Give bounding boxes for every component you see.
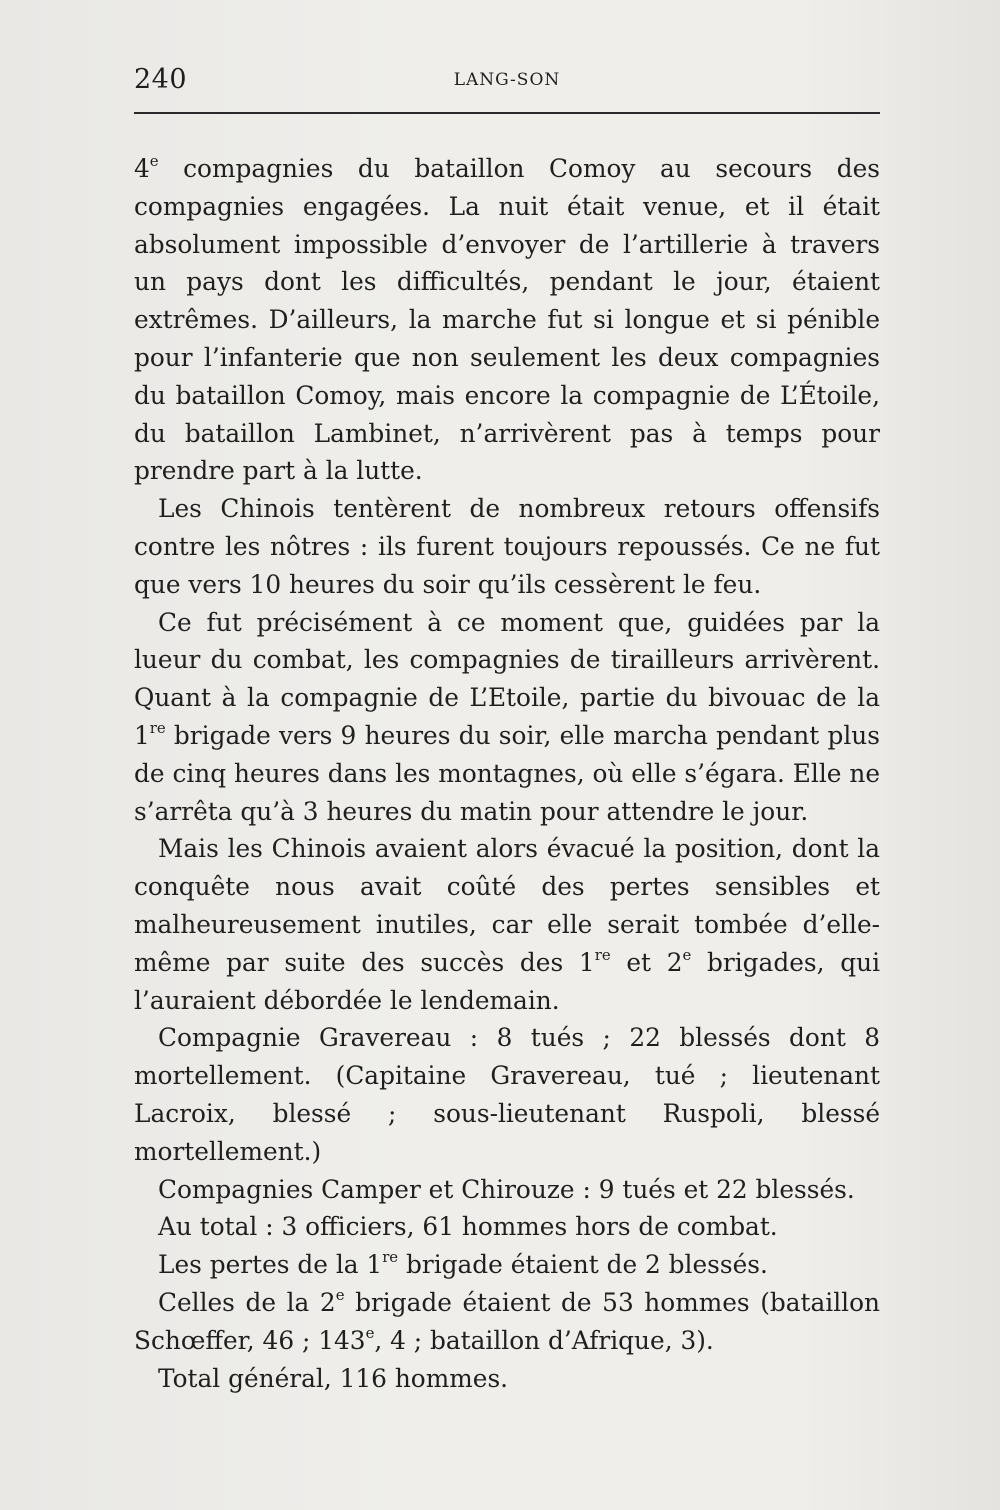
ordinal-superscript: e — [149, 152, 159, 171]
paragraph-9: Celles de la 2e brigade étaient de 53 hommes (bataillon Schœffer, 46 ; 143e, 4 ; bataillon d’Afrique, 3). — [134, 1286, 880, 1355]
ordinal-superscript: e — [335, 1286, 345, 1305]
paragraph-5: Compagnie Gravereau : 8 tués ; 22 blessés dont 8 mortellement. (Capitaine Gravereau, tué ; lieutenant Lacroix, blessé ; sous-lieutenant Ruspoli, blessé mortellement.) — [134, 1023, 880, 1166]
ordinal-superscript: e — [365, 1323, 375, 1342]
page-number: 240 — [134, 64, 188, 95]
paragraph-4: Mais les Chinois avaient alors évacué la position, dont la conquête nous avait coûté des pertes sensibles et malheureusement inutiles, car elle serait tombée d’elle-même par suite des succès des 1re et 2e brigades, qui l’auraient débordée le lendemain. — [134, 834, 880, 1015]
paragraph-3: Ce fut précisément à ce moment que, guidées par la lueur du combat, les compagnies de tirailleurs arrivèrent. Quant à la compagnie de L’Etoile, partie du bivouac de la 1re brigade vers 9 heures du soir, elle marcha pendant plus de cinq heures dans les montagnes, où elle s’égara. Elle ne s’arrêta qu’à 3 heures du matin pour attendre le jour. — [134, 607, 880, 826]
header-rule — [134, 112, 880, 114]
paragraph-1: 4e compagnies du bataillon Comoy au secours des compagnies engagées. La nuit était venue, et il était absolument impossible d’envoyer de l’artillerie à travers un pays dont les difficultés, pendant le jour, étaient extrêmes. D’ailleurs, la marche fut si longue et si pénible pour l’infanterie que non seulement les deux compagnies du bataillon Comoy, mais encore la compagnie de L’Étoile, du bataillon Lambinet, n’arrivèrent pas à temps pour prendre part à la lutte. — [134, 152, 880, 486]
paragraph-10: Total général, 116 hommes. — [158, 1363, 509, 1393]
running-head: LANG-SON — [453, 70, 561, 90]
ordinal-superscript: re — [382, 1248, 399, 1267]
ordinal-superscript: re — [594, 945, 611, 964]
paragraph-7: Au total : 3 officiers, 61 hommes hors de combat. — [158, 1212, 778, 1242]
paragraph-6: Compagnies Camper et Chirouze : 9 tués et 22 blessés. — [158, 1174, 855, 1204]
paragraph-8: Les pertes de la 1re brigade étaient de 2 blessés. — [158, 1248, 768, 1280]
ordinal-superscript: re — [149, 719, 166, 738]
ordinal-superscript: e — [682, 945, 692, 964]
paragraph-2: Les Chinois tentèrent de nombreux retours offensifs contre les nôtres : ils furent toujours repoussés. Ce ne fut que vers 10 heures du soir qu’ils cessèrent le feu. — [134, 494, 880, 599]
page-header — [134, 62, 880, 98]
body-text — [134, 150, 880, 1397]
